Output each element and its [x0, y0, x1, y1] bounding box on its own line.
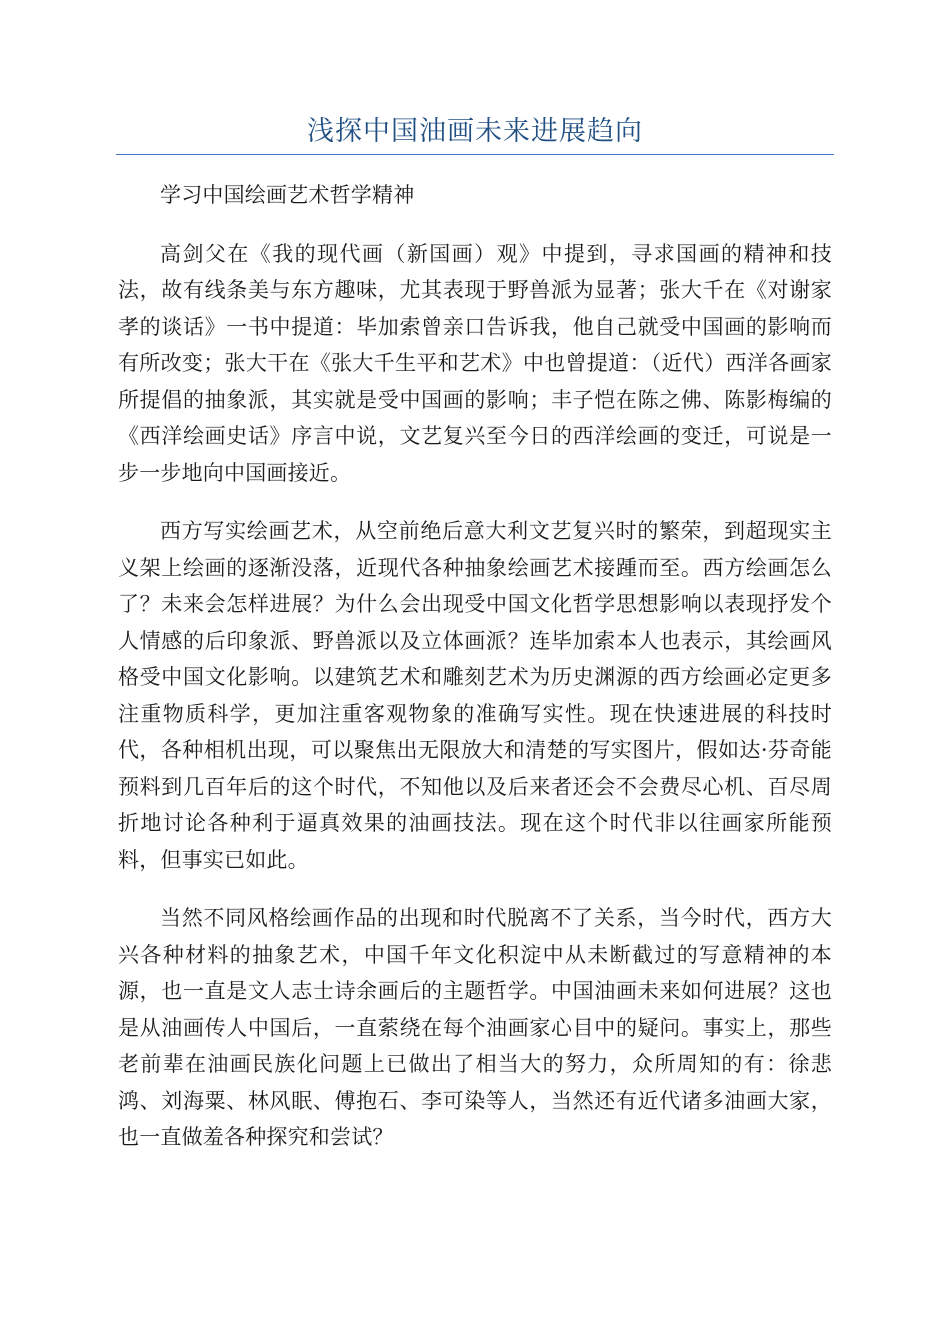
document-title: 浅探中国油画未来进展趋向 — [307, 116, 643, 147]
document-body — [118, 177, 832, 1178]
paragraph-1: 高剑父在《我的现代画（新国画）观》中提到，寻求国画的精神和技法，故有线条美与东方趣味，尤其表现于野兽派为显著；张大千在《对谢家孝的谈话》一书中提道：毕加索曾亲口告诉我，他自己就受中国画的影响而有所改变；张大干在《张大千生平和艺术》中也曾提道：（近代）西洋各画家所提倡的抽象派，其实就是受中国画的影响；丰子恺在陈之佛、陈影梅编的《西洋绘画史话》序言中说，文艺复兴至今日的西洋绘画的变迁，可说是一步一步地向中国画接近。 — [118, 241, 832, 485]
paragraph-2: 西方写实绘画艺术，从空前绝后意大利文艺复兴时的繁荣，到超现实主义架上绘画的逐渐没落，近现代各种抽象绘画艺术接踵而至。西方绘画怎么了？未来会怎样进展？为什么会出现受中国文化哲学思想影响以表现抒发个人情感的后印象派、野兽派以及立体画派？连毕加索本人也表示，其绘画风格受中国文化影响。以建筑艺术和雕刻艺术为历史渊源的西方绘画必定更多注重物质科学，更加注重客观物象的准确写实性。现在快速进展的科技时代，各种相机出现，可以聚焦出无限放大和清楚的写实图片，假如达·芬奇能预料到几百年后的这个时代，不知他以及后来者还会不会费尽心机、百尽周折地讨论各种利于逼真效果的油画技法。现在这个时代非以往画家所能预料，但事实已如此。 — [118, 519, 832, 872]
title-underline — [116, 154, 834, 155]
section-subheading: 学习中国绘画艺术哲学精神 — [160, 183, 415, 207]
paragraph-3: 当然不同风格绘画作品的出现和时代脱离不了关系，当今时代，西方大兴各种材料的抽象艺术，中国千年文化积淀中从未断截过的写意精神的本源，也一直是文人志士诗余画后的主题哲学。中国油画未来如何进展？这也是从油画传人中国后，一直萦绕在每个油画家心目中的疑问。事实上，那些老前辈在油画民族化问题上已做出了相当大的努力，众所周知的有：徐悲鸿、刘海粟、林风眠、傅抱石、李可染等人，当然还有近代诸多油画大家，也一直做羞各种探究和尝试？ — [118, 906, 832, 1149]
